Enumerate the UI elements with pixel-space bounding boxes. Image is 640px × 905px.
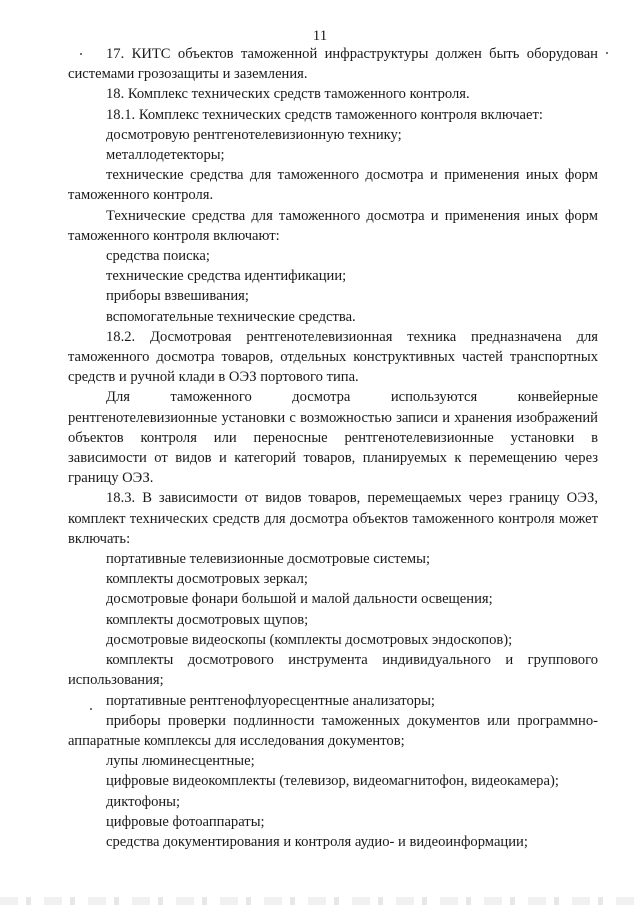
scan-edge-noise [0,897,640,905]
list-item: металлодетекторы; [106,147,225,164]
paragraph-18-2: 18.2. Досмотровая рентгенотелевизионная техника предназначена для таможенного досмотра товаров, отдельных конструктивных частей транспортных средств и ручной клади в ОЭЗ портового типа. [68,328,598,386]
list-item: комплекты досмотровых щупов; [106,611,309,628]
paragraph-18-1: 18.1. Комплекс технических средств таможенного контроля включает: [106,106,543,123]
list-item: комплекты досмотровых зеркал; [106,571,308,588]
list-item: средства документирования и контроля аудио- и видеоинформации; [106,833,528,850]
list-item: портативные телевизионные досмотровые системы; [106,551,431,568]
paragraph-tech-means: Технические средства для таможенного досмотра и применения иных форм таможенного контроля включают: [68,207,598,244]
paragraph-18-heading: 18. Комплекс технических средств таможенного контроля. [106,86,470,103]
list-item: цифровые фотоаппараты; [106,813,265,830]
list-item: диктофоны; [106,793,181,810]
scan-speck [606,52,608,54]
list-item: досмотровую рентгенотелевизионную технику; [106,126,402,143]
list-item: лупы люминесцентные; [106,753,255,770]
list-item: комплекты досмотрового инструмента индивидуального и группового использования; [68,652,598,689]
scan-speck [90,708,92,710]
scan-speck [80,53,82,55]
document-body [68,44,598,852]
page-number: 11 [312,28,328,44]
list-item: средства поиска; [106,248,210,265]
list-item: технические средства идентификации; [106,268,347,285]
list-item: досмотровые видеоскопы (комплекты досмотровых эндоскопов); [106,631,513,648]
paragraph-17: 17. КИТС объектов таможенной инфраструктуры должен быть оборудован системами грозозащиты и заземления. [68,46,598,83]
list-item: досмотровые фонари большой и малой дальности освещения; [106,591,493,608]
list-item: технические средства для таможенного досмотра и применения иных форм таможенного контроля. [68,167,598,204]
list-item: портативные рентгенофлуоресцентные анализаторы; [106,692,435,709]
list-item: вспомогательные технические средства. [106,308,356,325]
paragraph-conveyor: Для таможенного досмотра используются конвейерные рентгенотелевизионные установки с возможностью записи и хранения изображений объектов контроля или переносные рентгенотелевизионные установки в зависимости от видов и категорий товаров, планируемых к перемещению через границу ОЭЗ. [68,389,598,487]
paragraph-18-3: 18.3. В зависимости от видов товаров, перемещаемых через границу ОЭЗ, комплект технических средств для досмотра объектов таможенного контроля может включать: [68,490,598,547]
list-item: цифровые видеокомплекты (телевизор, видеомагнитофон, видеокамера); [106,773,559,790]
list-item: приборы взвешивания; [106,288,249,305]
list-item: приборы проверки подлинности таможенных документов или программно-аппаратные комплексы для исследования документов; [68,712,598,749]
